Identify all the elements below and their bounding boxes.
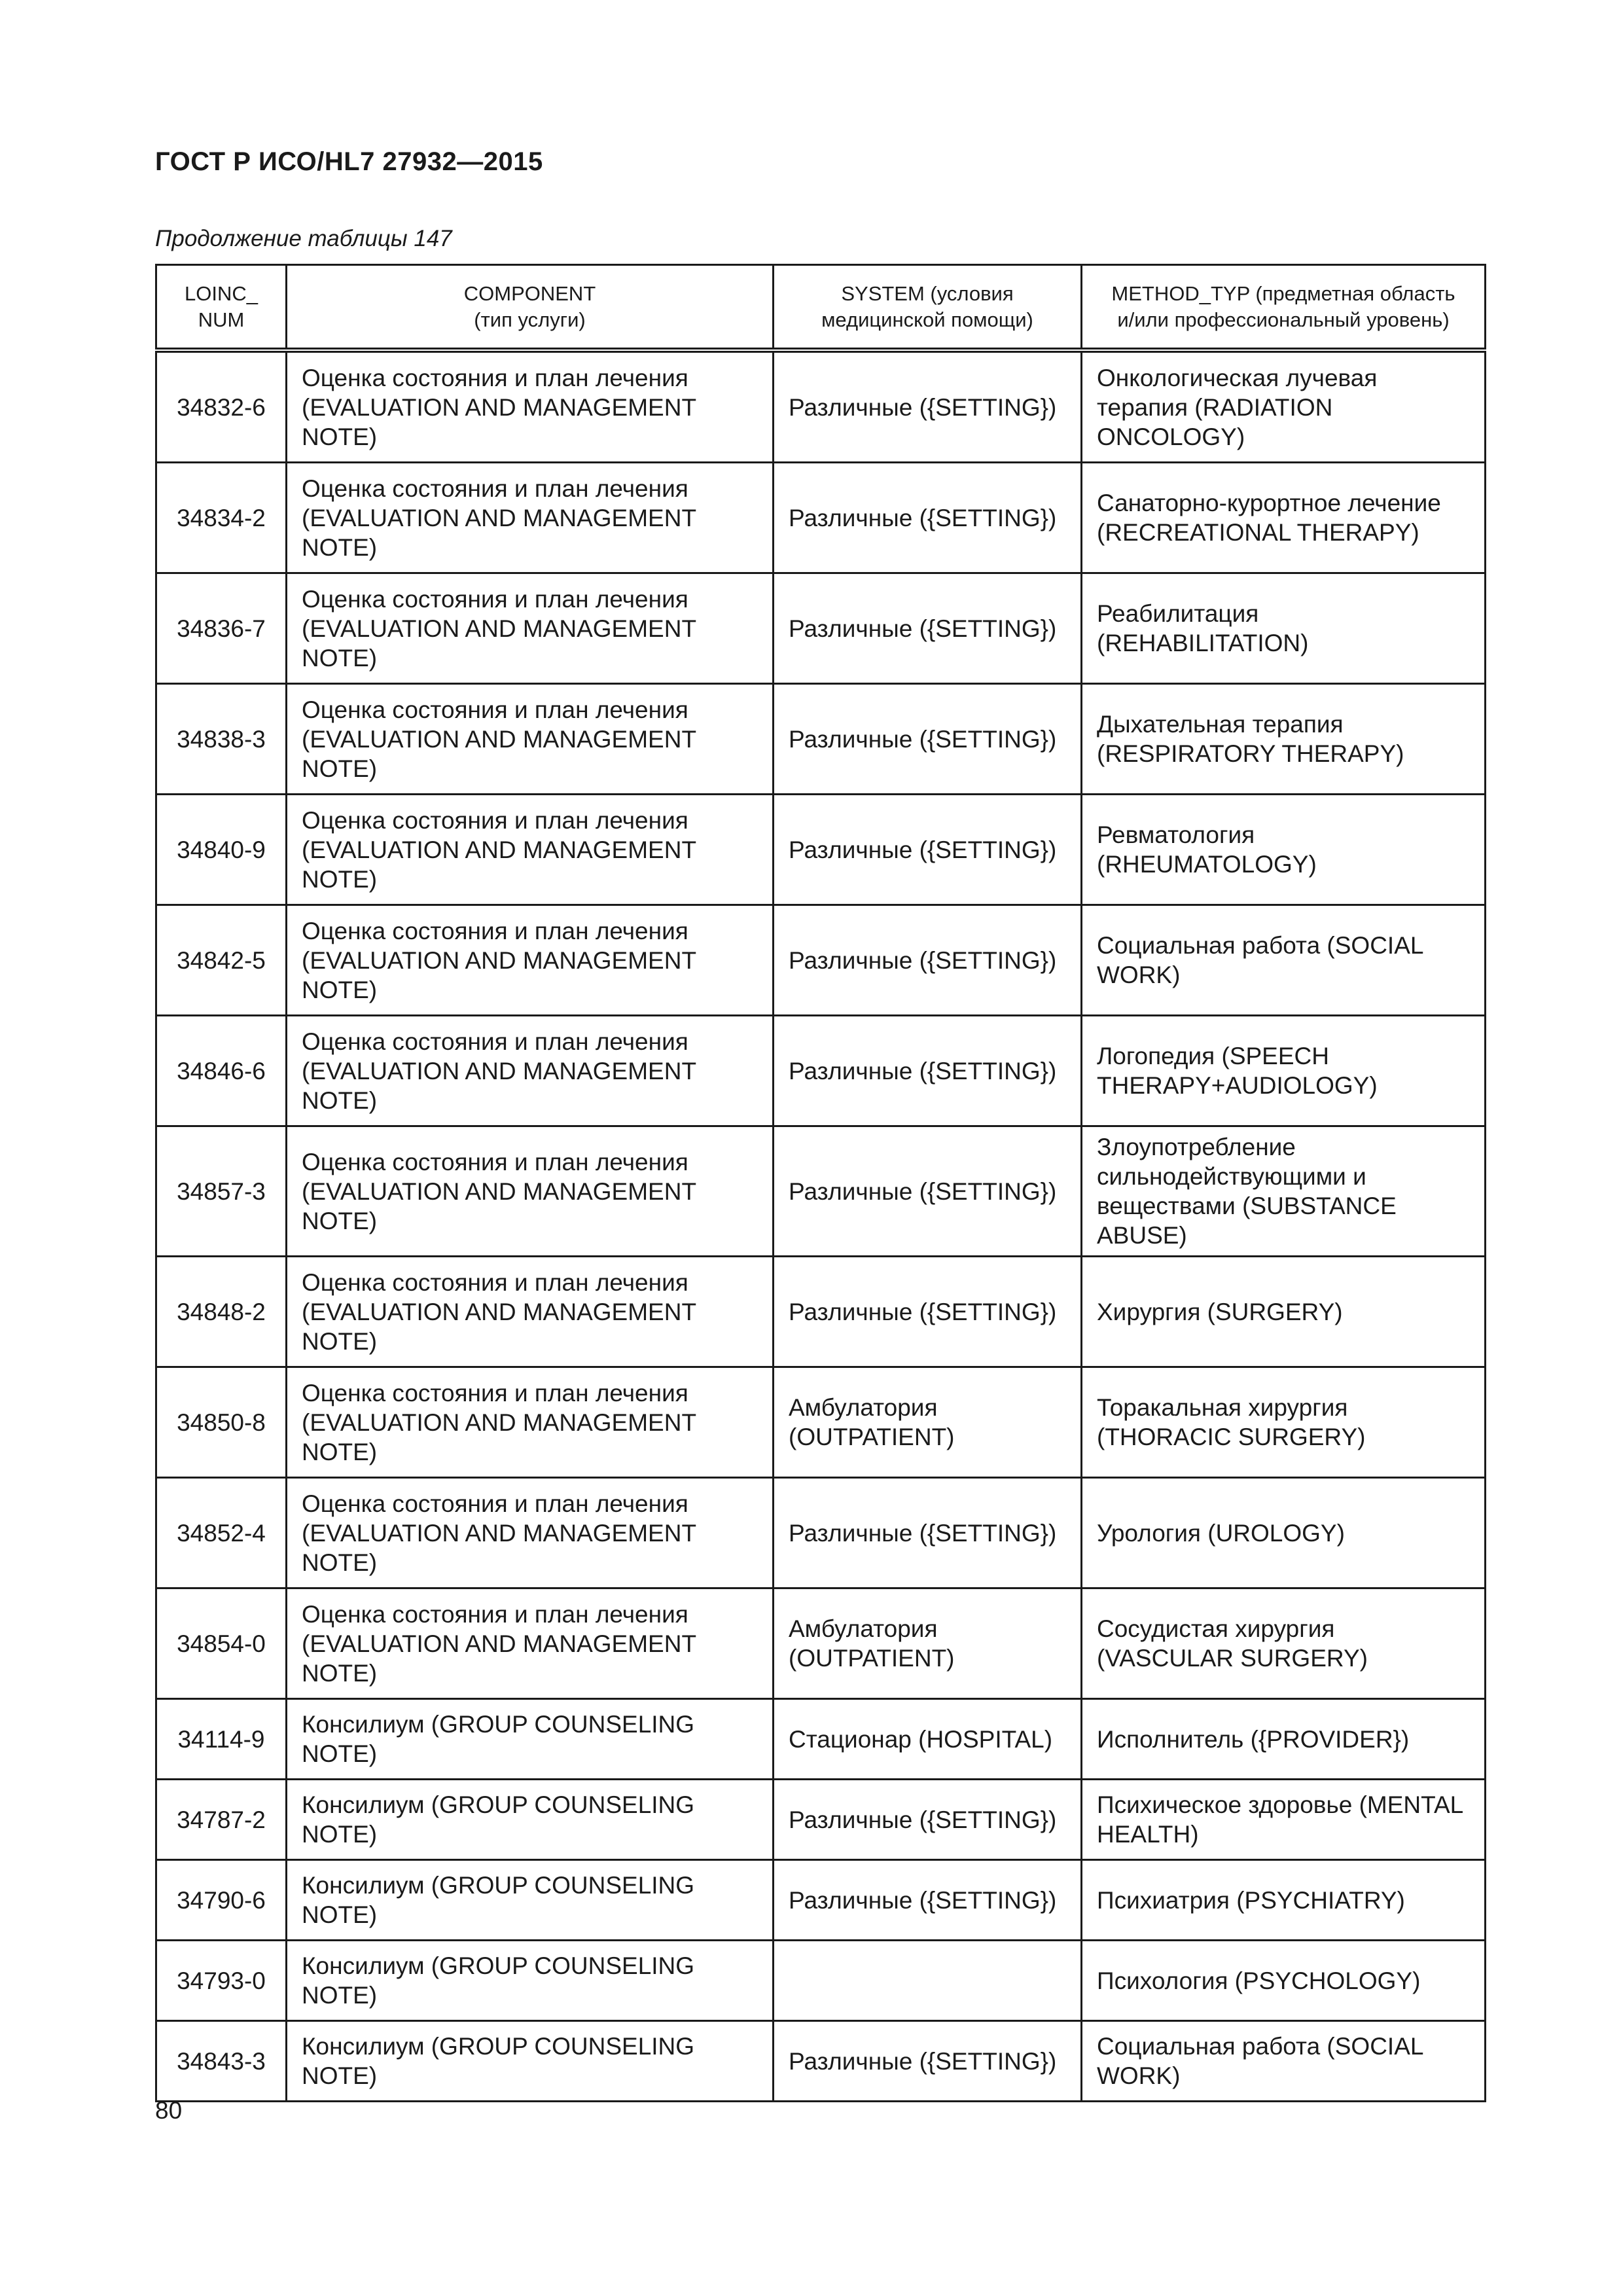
table-row [156, 2021, 1486, 2102]
cell-component: Оценка состояния и план лечения (EVALUATION AND MANAGEMENT NOTE) [287, 1588, 774, 1699]
cell-method-typ: Психическое здоровье (MENTAL HEALTH) [1082, 1780, 1486, 1860]
cell-component: Оценка состояния и план лечения (EVALUATION AND MANAGEMENT NOTE) [287, 463, 774, 573]
cell-method-typ: Психология (PSYCHOLOGY) [1082, 1941, 1486, 2021]
cell-loinc-num: 34838-3 [156, 684, 287, 795]
cell-loinc-num: 34834-2 [156, 463, 287, 573]
cell-component: Оценка состояния и план лечения (EVALUATION AND MANAGEMENT NOTE) [287, 1016, 774, 1126]
cell-loinc-num: 34793-0 [156, 1941, 287, 2021]
cell-component: Оценка состояния и план лечения (EVALUATION AND MANAGEMENT NOTE) [287, 1126, 774, 1257]
cell-system: Амбулатория (OUTPATIENT) [774, 1367, 1082, 1478]
cell-system: Различные ({SETTING}) [774, 1126, 1082, 1257]
cell-system: Различные ({SETTING}) [774, 2021, 1082, 2102]
table-row [156, 463, 1486, 573]
cell-component: Консилиум (GROUP COUNSELING NOTE) [287, 1699, 774, 1780]
cell-method-typ: Урология (UROLOGY) [1082, 1478, 1486, 1588]
cell-loinc-num: 34790-6 [156, 1860, 287, 1941]
table-row [156, 684, 1486, 795]
cell-method-typ: Психиатрия (PSYCHIATRY) [1082, 1860, 1486, 1941]
cell-method-typ: Ревматология (RHEUMATOLOGY) [1082, 795, 1486, 905]
column-header-loinc-num: LOINC_ NUM [156, 265, 287, 351]
table-header-row [156, 265, 1486, 351]
cell-loinc-num: 34842-5 [156, 905, 287, 1016]
cell-method-typ: Дыхательная терапия (RESPIRATORY THERAPY) [1082, 684, 1486, 795]
table-row [156, 1478, 1486, 1588]
cell-method-typ: Хирургия (SURGERY) [1082, 1257, 1486, 1367]
cell-system: Различные ({SETTING}) [774, 1860, 1082, 1941]
page-number: 80 [155, 2097, 183, 2124]
cell-component: Консилиум (GROUP COUNSELING NOTE) [287, 1860, 774, 1941]
cell-method-typ: Социальная работа (SOCIAL WORK) [1082, 905, 1486, 1016]
loinc-table [155, 264, 1486, 2102]
cell-method-typ: Сосудистая хирургия (VASCULAR SURGERY) [1082, 1588, 1486, 1699]
cell-component: Оценка состояния и план лечения (EVALUATION AND MANAGEMENT NOTE) [287, 1257, 774, 1367]
cell-method-typ: Злоупотребление сильнодействующими и веществами (SUBSTANCE ABUSE) [1082, 1126, 1486, 1257]
cell-system: Различные ({SETTING}) [774, 1257, 1082, 1367]
cell-loinc-num: 34848-2 [156, 1257, 287, 1367]
table-caption: Продолжение таблицы 147 [155, 226, 452, 251]
table-row [156, 1780, 1486, 1860]
cell-component: Оценка состояния и план лечения (EVALUATION AND MANAGEMENT NOTE) [287, 1478, 774, 1588]
table-row [156, 1126, 1486, 1257]
table-row [156, 795, 1486, 905]
cell-system: Различные ({SETTING}) [774, 1780, 1082, 1860]
cell-loinc-num: 34840-9 [156, 795, 287, 905]
table-row [156, 1941, 1486, 2021]
cell-loinc-num: 34857-3 [156, 1126, 287, 1257]
cell-component: Оценка состояния и план лечения (EVALUATION AND MANAGEMENT NOTE) [287, 684, 774, 795]
cell-loinc-num: 34832-6 [156, 350, 287, 463]
document-header: ГОСТ Р ИСО/HL7 27932—2015 [155, 147, 543, 176]
cell-system: Амбулатория (OUTPATIENT) [774, 1588, 1082, 1699]
cell-component: Оценка состояния и план лечения (EVALUATION AND MANAGEMENT NOTE) [287, 905, 774, 1016]
cell-method-typ: Исполнитель ({PROVIDER}) [1082, 1699, 1486, 1780]
table-row [156, 1257, 1486, 1367]
cell-method-typ: Онкологическая лучевая терапия (RADIATION ONCOLOGY) [1082, 350, 1486, 463]
cell-component: Консилиум (GROUP COUNSELING NOTE) [287, 1780, 774, 1860]
cell-system: Различные ({SETTING}) [774, 1478, 1082, 1588]
table-row [156, 1699, 1486, 1780]
cell-loinc-num: 34787-2 [156, 1780, 287, 1860]
cell-system: Стационар (HOSPITAL) [774, 1699, 1082, 1780]
table-row [156, 573, 1486, 684]
table-row [156, 1588, 1486, 1699]
cell-loinc-num: 34854-0 [156, 1588, 287, 1699]
cell-loinc-num: 34846-6 [156, 1016, 287, 1126]
cell-component: Оценка состояния и план лечения (EVALUATION AND MANAGEMENT NOTE) [287, 350, 774, 463]
cell-method-typ: Реабилитация (REHABILITATION) [1082, 573, 1486, 684]
cell-system: Различные ({SETTING}) [774, 905, 1082, 1016]
cell-method-typ: Торакальная хирургия (THORACIC SURGERY) [1082, 1367, 1486, 1478]
cell-component: Консилиум (GROUP COUNSELING NOTE) [287, 1941, 774, 2021]
cell-method-typ: Социальная работа (SOCIAL WORK) [1082, 2021, 1486, 2102]
cell-component: Консилиум (GROUP COUNSELING NOTE) [287, 2021, 774, 2102]
table-row [156, 1016, 1486, 1126]
cell-system: Различные ({SETTING}) [774, 463, 1082, 573]
cell-loinc-num: 34852-4 [156, 1478, 287, 1588]
cell-method-typ: Логопедия (SPEECH THERAPY+AUDIOLOGY) [1082, 1016, 1486, 1126]
cell-loinc-num: 34850-8 [156, 1367, 287, 1478]
cell-method-typ: Санаторно-курортное лечение (RECREATIONAL THERAPY) [1082, 463, 1486, 573]
table-row [156, 1367, 1486, 1478]
cell-component: Оценка состояния и план лечения (EVALUATION AND MANAGEMENT NOTE) [287, 573, 774, 684]
column-header-component: COMPONENT (тип услуги) [287, 265, 774, 351]
cell-component: Оценка состояния и план лечения (EVALUATION AND MANAGEMENT NOTE) [287, 1367, 774, 1478]
cell-system: Различные ({SETTING}) [774, 684, 1082, 795]
cell-loinc-num: 34114-9 [156, 1699, 287, 1780]
cell-system: Различные ({SETTING}) [774, 350, 1082, 463]
column-header-method-typ: METHOD_TYP (предметная область и/или профессиональный уровень) [1082, 265, 1486, 351]
table-row [156, 905, 1486, 1016]
cell-system [774, 1941, 1082, 2021]
cell-component: Оценка состояния и план лечения (EVALUATION AND MANAGEMENT NOTE) [287, 795, 774, 905]
cell-loinc-num: 34843-3 [156, 2021, 287, 2102]
cell-system: Различные ({SETTING}) [774, 1016, 1082, 1126]
column-header-system: SYSTEM (условия медицинской помощи) [774, 265, 1082, 351]
cell-loinc-num: 34836-7 [156, 573, 287, 684]
table-row [156, 1860, 1486, 1941]
table-row [156, 350, 1486, 463]
cell-system: Различные ({SETTING}) [774, 573, 1082, 684]
cell-system: Различные ({SETTING}) [774, 795, 1082, 905]
